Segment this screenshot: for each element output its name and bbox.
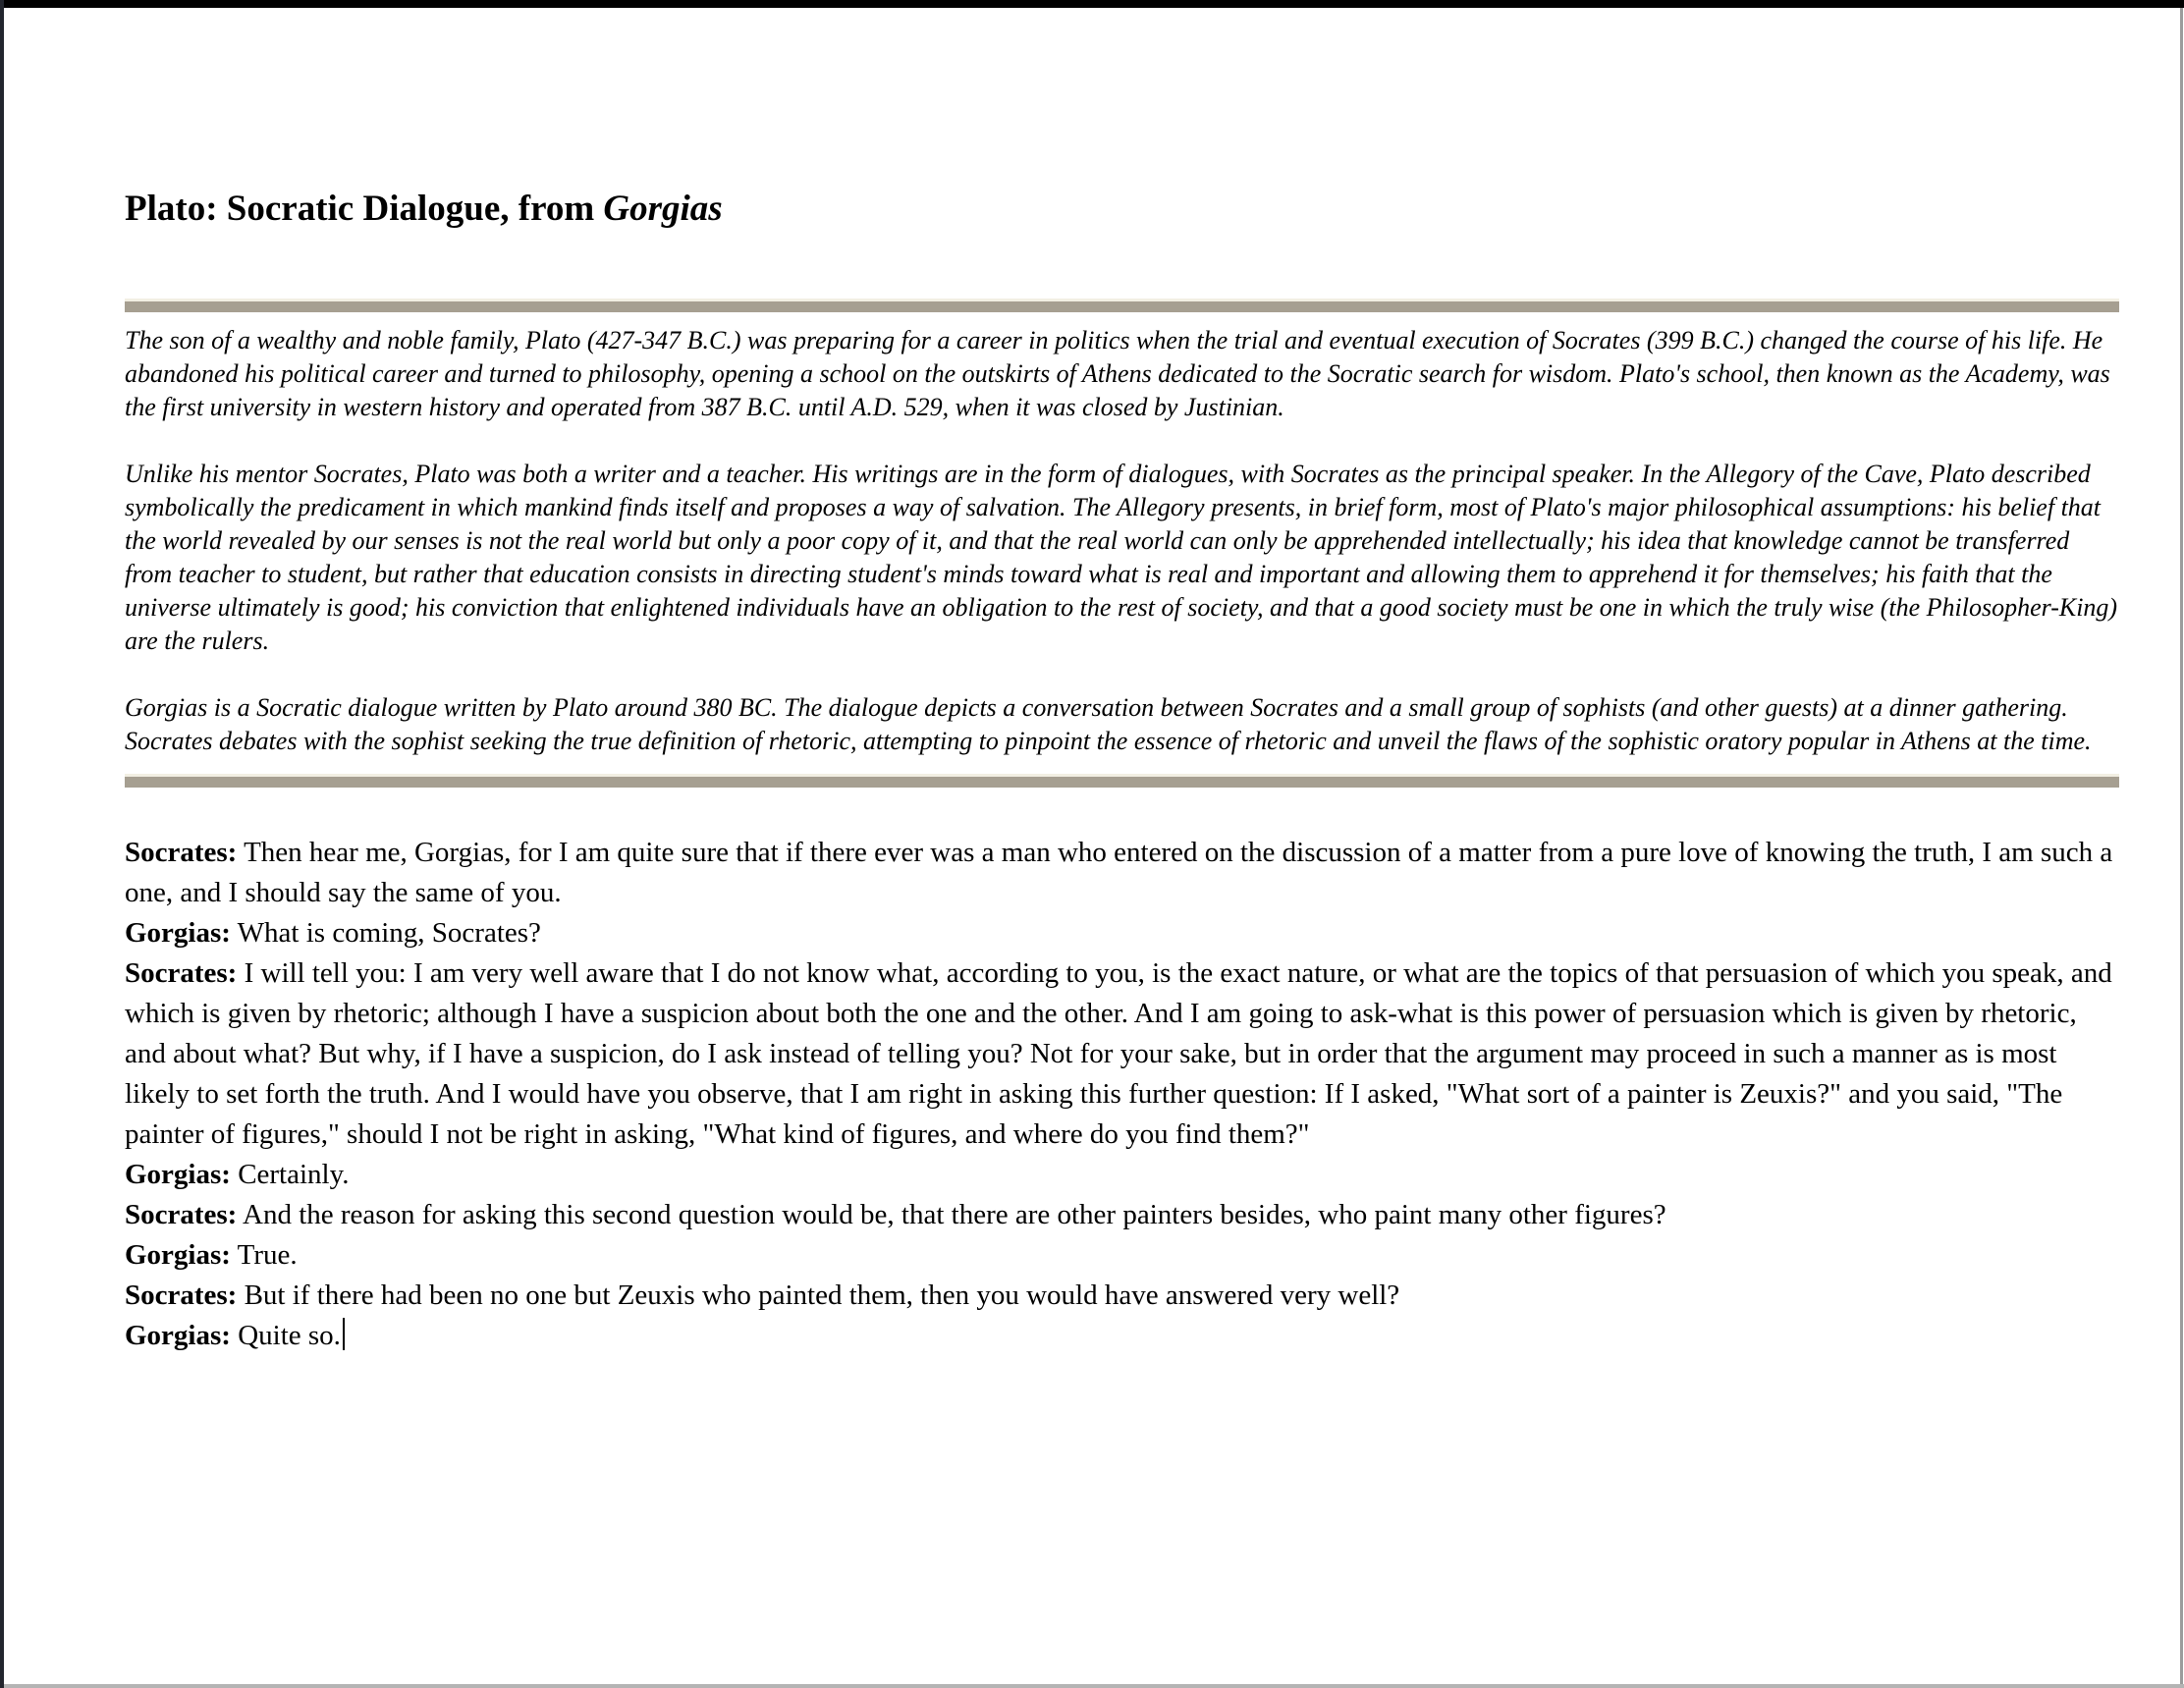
dialogue-turn bbox=[125, 1316, 2119, 1356]
intro-paragraph: Unlike his mentor Socrates, Plato was both a writer and a teacher. His writings are in the form of dialogues, with Socrates as the principal speaker. In the Allegory of the Cave, Plato described symbolically the predicament in which mankind finds itself and proposes a way of salvation. The Allegory presents, in brief form, most of Plato's major philosophical assumptions: his belief that the world revealed by our senses is not the real world but only a poor copy of it, and that the real world can only be apprehended intellectually; his idea that knowledge cannot be transferred from teacher to student, but rather that education consists in directing student's minds toward what is real and important and allowing them to apprehend it for themselves; his faith that the universe ultimately is good; his conviction that enlightened individuals have an obligation to the rest of society, and that a good society must be one in which the truly wise (the Philosopher-King) are the rulers. bbox=[125, 460, 2118, 655]
document-title-work-name: Gorgias bbox=[603, 189, 723, 229]
speaker-name: Gorgias: bbox=[125, 1159, 231, 1190]
dialogue-section[interactable] bbox=[125, 833, 2119, 1356]
intro-paragraph: The son of a wealthy and noble family, Plato (427-347 B.C.) was preparing for a career in politics when the trial and eventual execution of Socrates (399 B.C.) changed the course of his life. He abandoned his political career and turned to philosophy, opening a school on the outskirts of Athens dedicated to the Socratic search for wisdom. Plato's school, then known as the Academy, was the first university in western history and operated from 387 B.C. until A.D. 529, when it was closed by Justinian. bbox=[125, 326, 2110, 421]
dialogue-turn bbox=[125, 1195, 2119, 1235]
dialogue-turn bbox=[125, 1276, 2119, 1316]
text-caret bbox=[343, 1318, 345, 1350]
window-border-bottom bbox=[4, 1684, 2184, 1688]
dialogue-text: And the reason for asking this second question would be, that there are other painters besides, who paint many other figures? bbox=[243, 1199, 1666, 1230]
dialogue-turn bbox=[125, 1155, 2119, 1195]
speaker-name: Socrates: bbox=[125, 837, 238, 868]
document-title bbox=[125, 187, 2119, 232]
dialogue-text: True. bbox=[237, 1239, 298, 1271]
speaker-name: Socrates: bbox=[125, 1199, 238, 1230]
dialogue-turn bbox=[125, 1235, 2119, 1276]
intro-paragraph: Gorgias is a Socratic dialogue written by Plato around 380 BC. The dialogue depicts a conversation between Socrates and a small group of sophists (and other guests) at a dinner gathering. Socrates debates with the sophist seeking the true definition of rhetoric, attempting to pinpoint the essence of rhetoric and unveil the flaws of the sophistic oratory popular in Athens at the time. bbox=[125, 693, 2092, 755]
dialogue-text: But if there had been no one but Zeuxis who painted them, then you would have answered very well? bbox=[244, 1280, 1400, 1311]
dialogue-text: Quite so. bbox=[238, 1320, 341, 1351]
dialogue-turn bbox=[125, 913, 2119, 953]
dialogue-text: What is coming, Socrates? bbox=[237, 917, 541, 949]
speaker-name: Socrates: bbox=[125, 957, 238, 989]
window-border-left bbox=[0, 0, 4, 1688]
dialogue-turn bbox=[125, 833, 2119, 913]
speaker-name: Gorgias: bbox=[125, 1239, 231, 1271]
dialogue-text: Certainly. bbox=[238, 1159, 350, 1190]
dialogue-text: I will tell you: I am very well aware that I do not know what, according to you, is the exact nature, or what are the topics of that persuasion of which you speak, and which is given by rhetoric; although I have a suspicion about both the one and the other. And I am going to ask-what is this power of persuasion which is given by rhetoric, and about what? But why, if I have a suspicion, do I ask instead of telling you? Not for your sake, but in order that the argument may proceed in such a manner as is most likely to set forth the truth. And I would have you observe, that I am right in asking this further question: If I asked, "What sort of a painter is Zeuxis?" and you said, "The painter of figures," should I not be right in asking, "What kind of figures, and where do you find them?" bbox=[125, 957, 2112, 1150]
speaker-name: Socrates: bbox=[125, 1280, 238, 1311]
window-border-top bbox=[0, 0, 2184, 8]
section-divider-bottom bbox=[125, 774, 2119, 788]
introduction-section bbox=[125, 324, 2119, 758]
speaker-name: Gorgias: bbox=[125, 1320, 231, 1351]
dialogue-text: Then hear me, Gorgias, for I am quite sure that if there ever was a man who entered on the discussion of a matter from a pure love of knowing the truth, I am such a one, and I should say the same of you. bbox=[125, 837, 2113, 908]
document-content[interactable] bbox=[125, 0, 2119, 1356]
section-divider-top bbox=[125, 299, 2119, 312]
window-border-right bbox=[2180, 8, 2183, 1688]
document-title-text: Plato: Socratic Dialogue, from bbox=[125, 189, 595, 229]
speaker-name: Gorgias: bbox=[125, 917, 231, 949]
dialogue-turn bbox=[125, 953, 2119, 1155]
